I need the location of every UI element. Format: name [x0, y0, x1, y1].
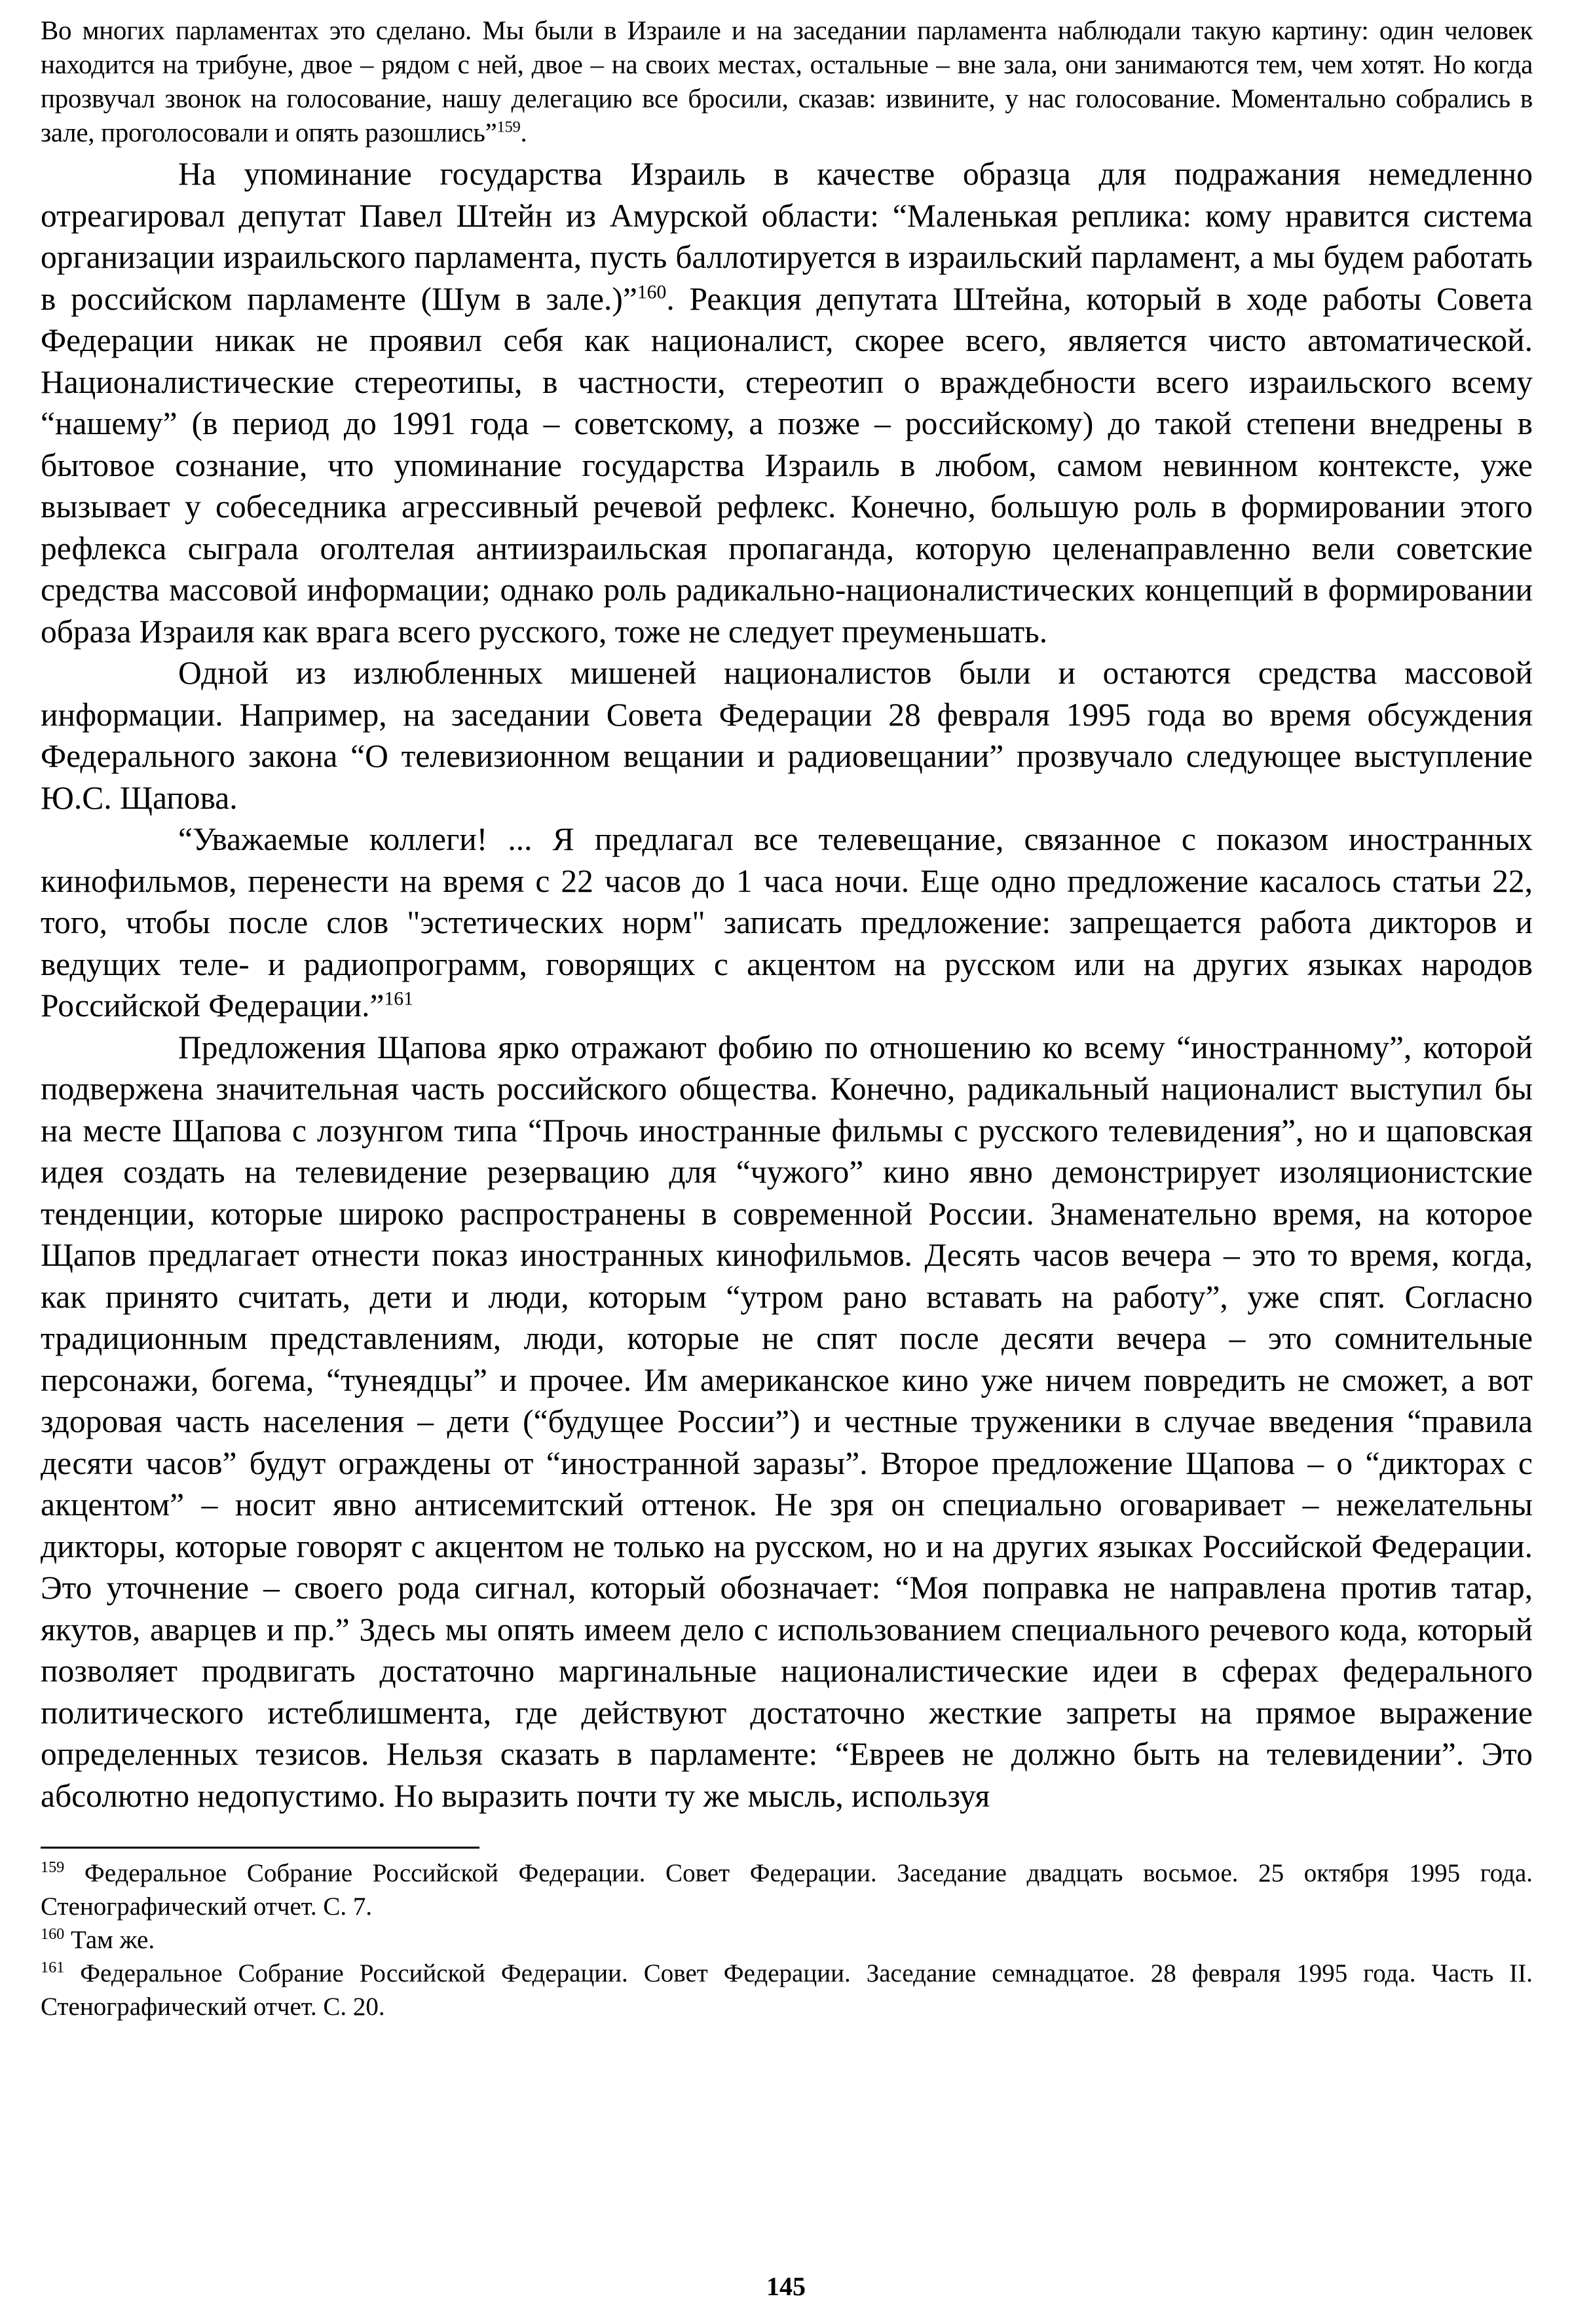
- paragraph-mass-media: Одной из излюбленных мишеней националистов были и остаются средства массовой информации. Например, на заседании Совета Федерации 28 февраля 1995 года во время обсуждения Федерального закона “О телевизионном вещании и радиовещании” прозвучало следующее выступление Ю.С. Щапова.: [41, 655, 1533, 816]
- footnote-161: [41, 1957, 1533, 2023]
- quote-continuation: [41, 13, 1533, 149]
- paragraph-israel-reaction: [41, 153, 1533, 652]
- paragraph-1-part-2: . Реакция депутата Штейна, который в ходе работы Совета Федерации никак не проявил себя как националист, скорее всего, является чисто автоматической. Националистические стереотипы, в частности, стереотип о враждебности всего израильского всему “нашему” (в период до 1991 года – советскому, а позже – российскому) до такой степени внедрены в бытовое сознание, что упоминание государства Израиль в любом, самом невинном контексте, уже вызывает у собеседника агрессивный речевой рефлекс. Конечно, большую роль в формировании этого рефлекса сыграла оголтелая антиизраильская пропаганда, которую целенаправленно вели советские средства массовой информации; однако роль радикально-националистических концепций в формировании образа Израиля как врага всего русского, тоже не следует преуменьшать.: [41, 280, 1533, 650]
- quote-continuation-text: Во многих парламентах это сделано. Мы были в Израиле и на заседании парламента наблюдали такую картину: один человек находится на трибуне, двое – рядом с ней, двое – на своих местах, остальные – вне зала, они занимаются тем, чем хотят. Но когда прозвучал звонок на голосование, нашу делегацию все бросили, сказав: извините, у нас голосование. Моментально собрались в зале, проголосовали и опять разошлись”: [41, 15, 1533, 147]
- footnote-ref-161[interactable]: 161: [384, 988, 413, 1010]
- footnote-160: [41, 1923, 1533, 1957]
- quote-continuation-end: .: [520, 117, 527, 147]
- footnote-number: 160: [41, 1925, 65, 1943]
- footnote-ref-160[interactable]: 160: [637, 282, 667, 303]
- page-number: 145: [766, 2272, 806, 2301]
- paragraph-shchapov-analysis: Предложения Щапова ярко отражают фобию по отношению ко всему “иностранному”, которой подвержена значительная часть российского общества. Конечно, радикальный националист выступил бы на месте Щапова с лозунгом типа “Прочь иностранные фильмы с русского телевидения”, но и щаповская идея создать на телевидение резервацию для “чужого” кино явно демонстрирует изоляционистские тенденции, которые широко распространены в современной России. Знаменательно время, на которое Щапов предлагает отнести показ иностранных кинофильмов. Десять часов вечера – это то время, когда, как принято считать, дети и люди, которым “утром рано вставать на работу”, уже спят. Согласно традиционным представлениям, люди, которые не спят после десяти вечера – это сомнительные персонажи, богема, “тунеядцы” и прочее. Им американское кино уже ничем повредить не сможет, а вот здоровая часть населения – дети (“будущее России”) и честные труженики в случае введения “правила десяти часов” будут ограждены от “иностранной заразы”. Второе предложение Щапова – о “дикторах с акцентом” – носит явно антисемитский оттенок. Не зря он специально оговаривает – нежелательны дикторы, которые говорят с акцентом не только на русском, но и на других языках Российской Федерации. Это уточнение – своего рода сигнал, который обозначает: “Моя поправка не направлена против татар, якутов, аварцев и пр.” Здесь мы опять имеем дело с использованием специального речевого кода, который позволяет продвигать достаточно маргинальные националистические идеи в сферах федерального политического истеблишмента, где действуют достаточно жесткие запреты на прямое выражение определенных тезисов. Нельзя сказать в парламенте: “Евреев не должно быть на телевидении”. Это абсолютно недопустимо. Но выразить почти ту же мысль, используя: [41, 1029, 1533, 1814]
- paragraph-3-text: “Уважаемые коллеги! ... Я предлагал все телевещание, связанное с показом иностранных кинофильмов, перенести на время с 22 часов до 1 часа ночи. Еще одно предложение касалось статьи 22, того, чтобы после слов "эстетических норм" записать предложение: запрещается работа дикторов и ведущих теле- и радиопрограмм, говорящих с акцентом на русском или на других языках народов Российской Федерации.”: [41, 821, 1533, 1024]
- footnote-text: Федеральное Собрание Российской Федерации. Совет Федерации. Заседание семнадцатое. 28 февраля 1995 года. Часть II. Стенографический отчет. С. 20.: [41, 1959, 1533, 2021]
- footnote-ref-159[interactable]: 159: [496, 118, 521, 136]
- footnote-text: Там же.: [71, 1926, 155, 1954]
- footnote-divider: [41, 1847, 479, 1849]
- footnote-number: 161: [41, 1959, 65, 1976]
- footnote-159: [41, 1856, 1533, 1923]
- footnote-number: 159: [41, 1858, 65, 1876]
- footnote-text: Федеральное Собрание Российской Федерации. Совет Федерации. Заседание двадцать восьмое. 25 октября 1995 года. Стенографический отчет. С. 7.: [41, 1859, 1533, 1921]
- footnotes-section: [41, 1856, 1533, 2023]
- paragraph-1-part-1: На упоминание государства Израиль в качестве образца для подражания немедленно отреагировал депутат Павел Штейн из Амурской области: “Маленькая реплика: кому нравится система организации израильского парламента, пусть баллотируется в израильский парламент, а мы будем работать в российском парламенте (Шум в зале.)”: [41, 156, 1533, 317]
- paragraph-shchapov-quote: [41, 819, 1533, 1027]
- document-page: [41, 13, 1533, 2023]
